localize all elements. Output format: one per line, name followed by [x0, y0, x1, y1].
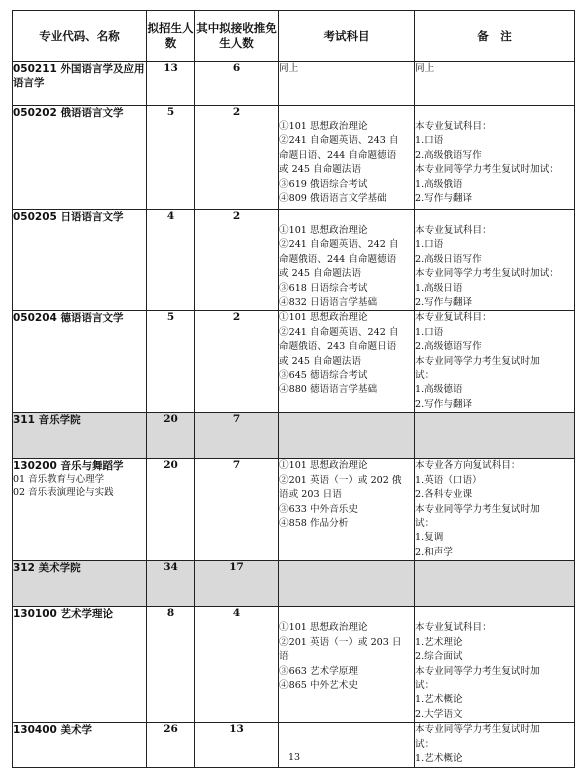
exempt-count: 2 — [195, 210, 279, 311]
major-name: 俄语语言文学 — [60, 107, 124, 119]
table-row — [13, 459, 575, 561]
header-exempt-students: 其中拟接收推免生人数 — [195, 11, 279, 62]
subject-line: ①101 思想政治理论 — [279, 460, 368, 472]
subject-line: ①101 思想政治理论 — [279, 121, 368, 132]
subject-line: ①101 思想政治理论 — [279, 622, 368, 634]
remark-line: 本专业同等学力考生复试时加试： — [415, 164, 559, 176]
remarks — [415, 62, 575, 106]
major-code: 050202 — [13, 107, 57, 119]
exam-subjects — [279, 459, 415, 561]
exempt-count: 13 — [195, 723, 279, 767]
major-title — [13, 62, 146, 90]
header-major-code-name: 专业代码、名称 — [13, 11, 147, 62]
major-name: 音乐学院 — [38, 414, 81, 427]
exempt-count: 6 — [195, 62, 279, 106]
table-row — [13, 106, 575, 210]
exempt-count: 7 — [195, 459, 279, 561]
remark-line: 1.艺术概论 — [415, 753, 463, 765]
remark-line: 同上 — [415, 63, 435, 74]
remark-line: 本专业同等学力考生复试时加试： — [415, 268, 559, 280]
remark-line: 2.写作与翻译 — [415, 398, 473, 410]
subject-line: 命题日语、244 自命题德语 — [279, 149, 397, 161]
research-direction: 02 音乐表演理论与实践 — [13, 487, 114, 499]
remark-line: 2.高级日语写作 — [415, 253, 482, 265]
major-code: 130100 — [13, 608, 57, 621]
exempt-count: 2 — [195, 311, 279, 413]
remark-line: 2.高级德语写作 — [415, 341, 482, 353]
spacer — [279, 210, 414, 224]
planned-enrollment: 8 — [147, 607, 195, 723]
remark-line: 2.大学语文 — [415, 708, 463, 720]
subject-line: ②201 英语（一）或 202 俄 — [279, 474, 402, 486]
table-body — [13, 62, 575, 768]
major-title — [13, 607, 146, 621]
major-cell — [13, 106, 147, 210]
remarks — [415, 210, 575, 311]
table-row — [13, 210, 575, 311]
exam-subjects — [279, 210, 415, 311]
remark-line: 1.高级德语 — [415, 384, 463, 396]
major-title — [13, 459, 146, 473]
remark-line: 本专业同等学力考生复试时加 — [415, 355, 540, 367]
remarks — [415, 311, 575, 413]
major-title — [13, 106, 146, 120]
spacer — [415, 607, 574, 621]
planned-enrollment: 5 — [147, 106, 195, 210]
remark-line: 本专业各方向复试科目： — [415, 460, 521, 472]
remark-line: 本专业同等学力考生复试时加 — [415, 503, 540, 515]
subject-line: 或 245 自命题法语 — [279, 164, 361, 176]
spacer — [279, 106, 414, 120]
planned-enrollment: 20 — [147, 459, 195, 561]
exempt-count: 7 — [195, 413, 279, 459]
header-row — [13, 11, 575, 62]
remark-line: 1.艺术理论 — [415, 636, 463, 648]
remark-line: 1.复调 — [415, 532, 444, 544]
header-planned-enrollment: 拟招生人数 — [147, 11, 195, 62]
remarks — [415, 561, 575, 607]
remark-line: 2.写作与翻译 — [415, 193, 473, 205]
major-name: 德语语言文学 — [60, 312, 124, 325]
remark-line: 1.高级俄语 — [415, 178, 463, 190]
subject-line: ③618 日语综合考试 — [279, 282, 368, 294]
subject-line: ②201 英语（一）或 203 日 — [279, 636, 402, 648]
major-name: 美术学院 — [38, 562, 81, 575]
header-exam-subjects: 考试科目 — [279, 11, 415, 62]
major-code: 050211 — [13, 63, 57, 75]
major-name: 音乐与舞蹈学 — [60, 460, 124, 473]
subject-line: 命题俄语、243 自命题日语 — [279, 341, 397, 353]
planned-enrollment: 20 — [147, 413, 195, 459]
remark-line: 本专业同等学力考生复试时加 — [415, 724, 540, 736]
remarks — [415, 607, 575, 723]
subject-line: ④880 德语语言学基础 — [279, 384, 378, 396]
subject-line: 同上 — [279, 63, 299, 74]
remark-line: 1.口语 — [415, 239, 444, 251]
remark-line: 2.和声学 — [415, 546, 453, 558]
remark-line: 本专业复试科目： — [415, 121, 492, 132]
remark-line: 试： — [415, 680, 435, 692]
major-cell — [13, 311, 147, 413]
remark-line: 2.写作与翻译 — [415, 297, 473, 309]
remarks — [415, 106, 575, 210]
remark-line: 本专业同等学力考生复试时加 — [415, 665, 540, 677]
remark-line: 本专业复试科目： — [415, 312, 492, 324]
spacer — [279, 607, 414, 621]
remark-line: 2.各科专业课 — [415, 489, 473, 501]
subject-line: ①101 思想政治理论 — [279, 225, 368, 236]
major-cell — [13, 561, 147, 607]
planned-enrollment: 34 — [147, 561, 195, 607]
exempt-count: 17 — [195, 561, 279, 607]
planned-enrollment: 13 — [147, 62, 195, 106]
exam-subjects — [279, 106, 415, 210]
major-code: 311 — [13, 414, 35, 427]
major-cell — [13, 459, 147, 561]
subject-line: 命题俄语、244 自命题德语 — [279, 253, 397, 265]
remark-line: 2.高级俄语写作 — [415, 149, 482, 161]
major-name: 艺术学理论 — [60, 608, 113, 621]
subject-line: 或 245 自命题法语 — [279, 268, 361, 280]
major-code: 050205 — [13, 211, 57, 223]
spacer — [415, 210, 574, 224]
major-code: 050204 — [13, 312, 57, 325]
admissions-table — [12, 10, 575, 768]
subject-line: ②241 自命题英语、242 自 — [279, 326, 399, 338]
exam-subjects — [279, 62, 415, 106]
remark-line: 试： — [415, 738, 435, 750]
major-title — [13, 561, 146, 575]
subject-line: ③619 俄语综合考试 — [279, 178, 368, 190]
remark-line: 试： — [415, 370, 435, 382]
planned-enrollment: 5 — [147, 311, 195, 413]
subject-line: ③645 德语综合考试 — [279, 370, 368, 382]
major-code: 130400 — [13, 724, 57, 737]
research-direction: 01 音乐教育与心理学 — [13, 474, 105, 486]
major-cell — [13, 62, 147, 106]
exam-subjects — [279, 413, 415, 459]
major-title — [13, 311, 146, 325]
exempt-count: 2 — [195, 106, 279, 210]
subject-line: ③633 中外音乐史 — [279, 503, 358, 515]
major-name: 美术学 — [60, 724, 92, 737]
major-cell — [13, 607, 147, 723]
table-row — [13, 607, 575, 723]
remark-line: 1.英语（口语） — [415, 474, 482, 486]
remark-line: 本专业复试科目： — [415, 622, 492, 634]
remark-line: 1.高级日语 — [415, 282, 463, 294]
remarks — [415, 459, 575, 561]
major-name: 外国语言学及应用语言学 — [13, 63, 145, 89]
exam-subjects — [279, 311, 415, 413]
table-row — [13, 311, 575, 413]
header-remarks: 备 注 — [415, 11, 575, 62]
remark-line: 本专业复试科目： — [415, 225, 492, 236]
subject-line: ④865 中外艺术史 — [279, 680, 358, 692]
major-code: 130200 — [13, 460, 57, 473]
subject-line: ④809 俄语语言文学基础 — [279, 193, 387, 205]
remark-line: 1.艺术概论 — [415, 694, 463, 706]
subject-line: ④858 作品分析 — [279, 518, 349, 530]
major-title — [13, 413, 146, 427]
subject-line: ②241 自命题英语、243 自 — [279, 135, 399, 147]
table-row — [13, 413, 575, 459]
remark-line: 1.口语 — [415, 326, 444, 338]
exam-subjects — [279, 561, 415, 607]
exempt-count: 4 — [195, 607, 279, 723]
subject-line: ①101 思想政治理论 — [279, 312, 368, 324]
remarks — [415, 413, 575, 459]
subject-line: ②241 自命题英语、242 自 — [279, 239, 399, 251]
subject-line: 语或 203 日语 — [279, 489, 342, 501]
major-code: 312 — [13, 562, 35, 575]
major-name: 日语语言文学 — [60, 211, 124, 223]
major-title — [13, 210, 146, 224]
exam-subjects — [279, 607, 415, 723]
major-cell — [13, 413, 147, 459]
spacer — [415, 106, 574, 120]
planned-enrollment: 26 — [147, 723, 195, 767]
table-row — [13, 62, 575, 106]
planned-enrollment: 4 — [147, 210, 195, 311]
subject-line: ③663 艺术学原理 — [279, 665, 358, 677]
remark-line: 2.综合面试 — [415, 651, 463, 663]
major-cell — [13, 210, 147, 311]
page-number: 13 — [287, 752, 301, 763]
subject-line: 语 — [279, 651, 289, 663]
remark-line: 1.口语 — [415, 135, 444, 147]
subject-line: ④832 日语语言学基础 — [279, 297, 378, 309]
subject-line: 或 245 自命题法语 — [279, 355, 361, 367]
remark-line: 试： — [415, 518, 435, 530]
table-row — [13, 561, 575, 607]
major-title — [13, 723, 146, 737]
